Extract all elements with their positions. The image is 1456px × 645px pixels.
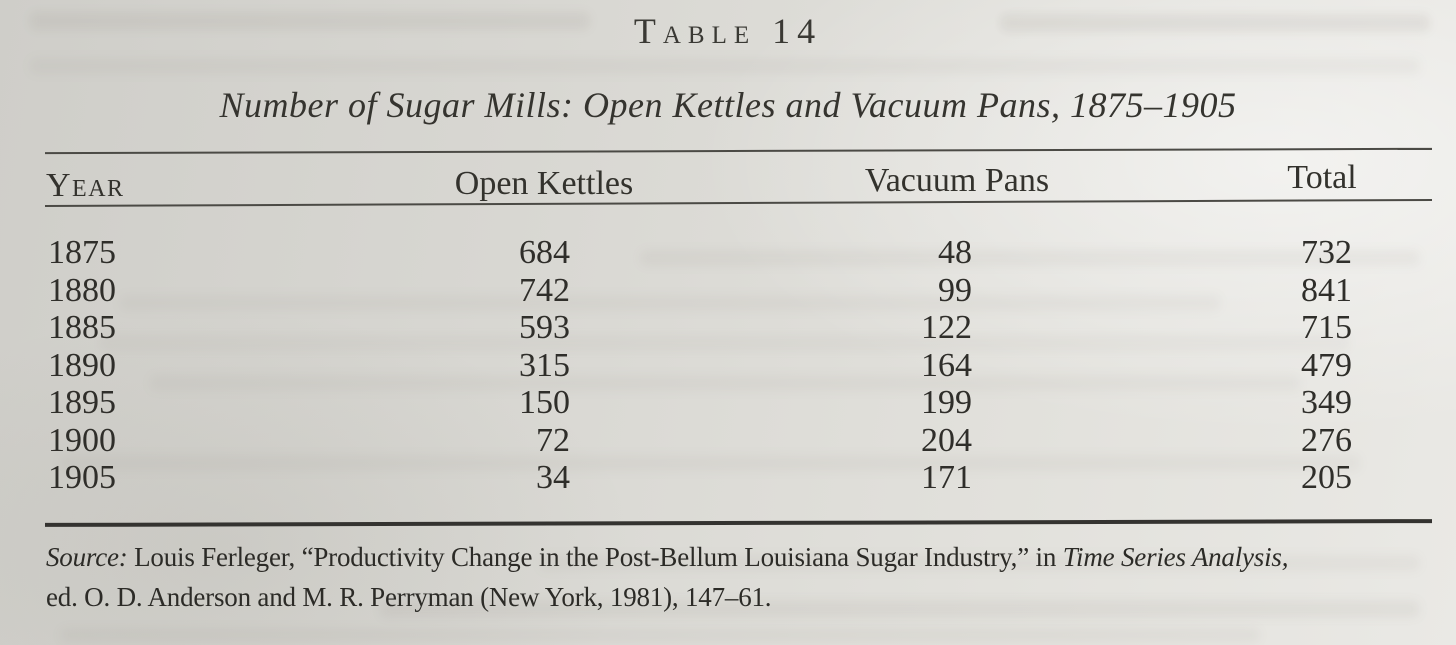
source-citation-part2: ed. O. D. Anderson and M. R. Perryman (New York, 1981), 147–61. [46,582,772,612]
year-cell: 1890 [48,346,116,384]
column-header-vacuum-pans: Vacuum Pans [864,162,1050,199]
bleed-through-smudge [30,58,1420,74]
table-header-rule [45,199,1432,207]
table-row [45,347,1432,385]
open-kettles-cell: 150 [519,384,570,421]
table-row [45,272,1432,310]
column-header-year: Year [46,167,125,204]
table-row [45,422,1432,460]
vacuum-pans-cell: 164 [921,346,972,384]
year-cell: 1895 [48,384,116,421]
bleed-through-smudge [60,628,1260,642]
year-cell: 1905 [48,459,116,496]
vacuum-pans-cell: 48 [938,234,972,271]
total-cell: 479 [1301,346,1352,384]
total-cell: 732 [1301,234,1352,271]
total-cell: 276 [1301,421,1352,459]
year-cell: 1900 [48,421,116,459]
vacuum-pans-cell: 171 [921,459,972,496]
open-kettles-cell: 34 [536,459,570,496]
open-kettles-cell: 315 [519,346,570,384]
source-note [46,537,1438,617]
total-cell: 349 [1301,384,1352,421]
table-body [45,234,1432,497]
year-cell: 1880 [48,271,116,309]
table-title: Number of Sugar Mills: Open Kettles and Vacuum Pans, 1875–1905 [219,85,1237,125]
table-top-rule [45,148,1432,154]
vacuum-pans-cell: 122 [921,309,972,346]
table-row [45,384,1432,422]
open-kettles-cell: 72 [536,421,570,459]
table-row [45,309,1432,347]
column-header-total: Total [1287,159,1357,196]
column-header-open-kettles: Open Kettles [454,165,634,202]
total-cell: 205 [1301,459,1352,496]
table-row [45,459,1432,497]
source-line-2 [46,577,1438,617]
vacuum-pans-cell: 199 [921,384,972,421]
open-kettles-cell: 742 [519,271,570,309]
source-label: Source: [46,542,128,572]
table-bottom-rule [45,519,1432,527]
source-line-1 [46,537,1438,577]
total-cell: 715 [1301,309,1352,346]
year-cell: 1875 [48,234,116,271]
total-cell: 841 [1301,271,1352,309]
year-cell: 1885 [48,309,116,346]
source-citation-part1: Louis Ferleger, “Productivity Change in the Post-Bellum Louisiana Sugar Industry,” in [134,542,1057,572]
table-row [45,234,1432,272]
open-kettles-cell: 593 [519,309,570,346]
source-work-title: Time Series Analysis, [1062,542,1289,572]
vacuum-pans-cell: 204 [921,421,972,459]
open-kettles-cell: 684 [519,234,570,271]
vacuum-pans-cell: 99 [938,271,972,309]
table-number-heading: Table 14 [633,11,823,51]
